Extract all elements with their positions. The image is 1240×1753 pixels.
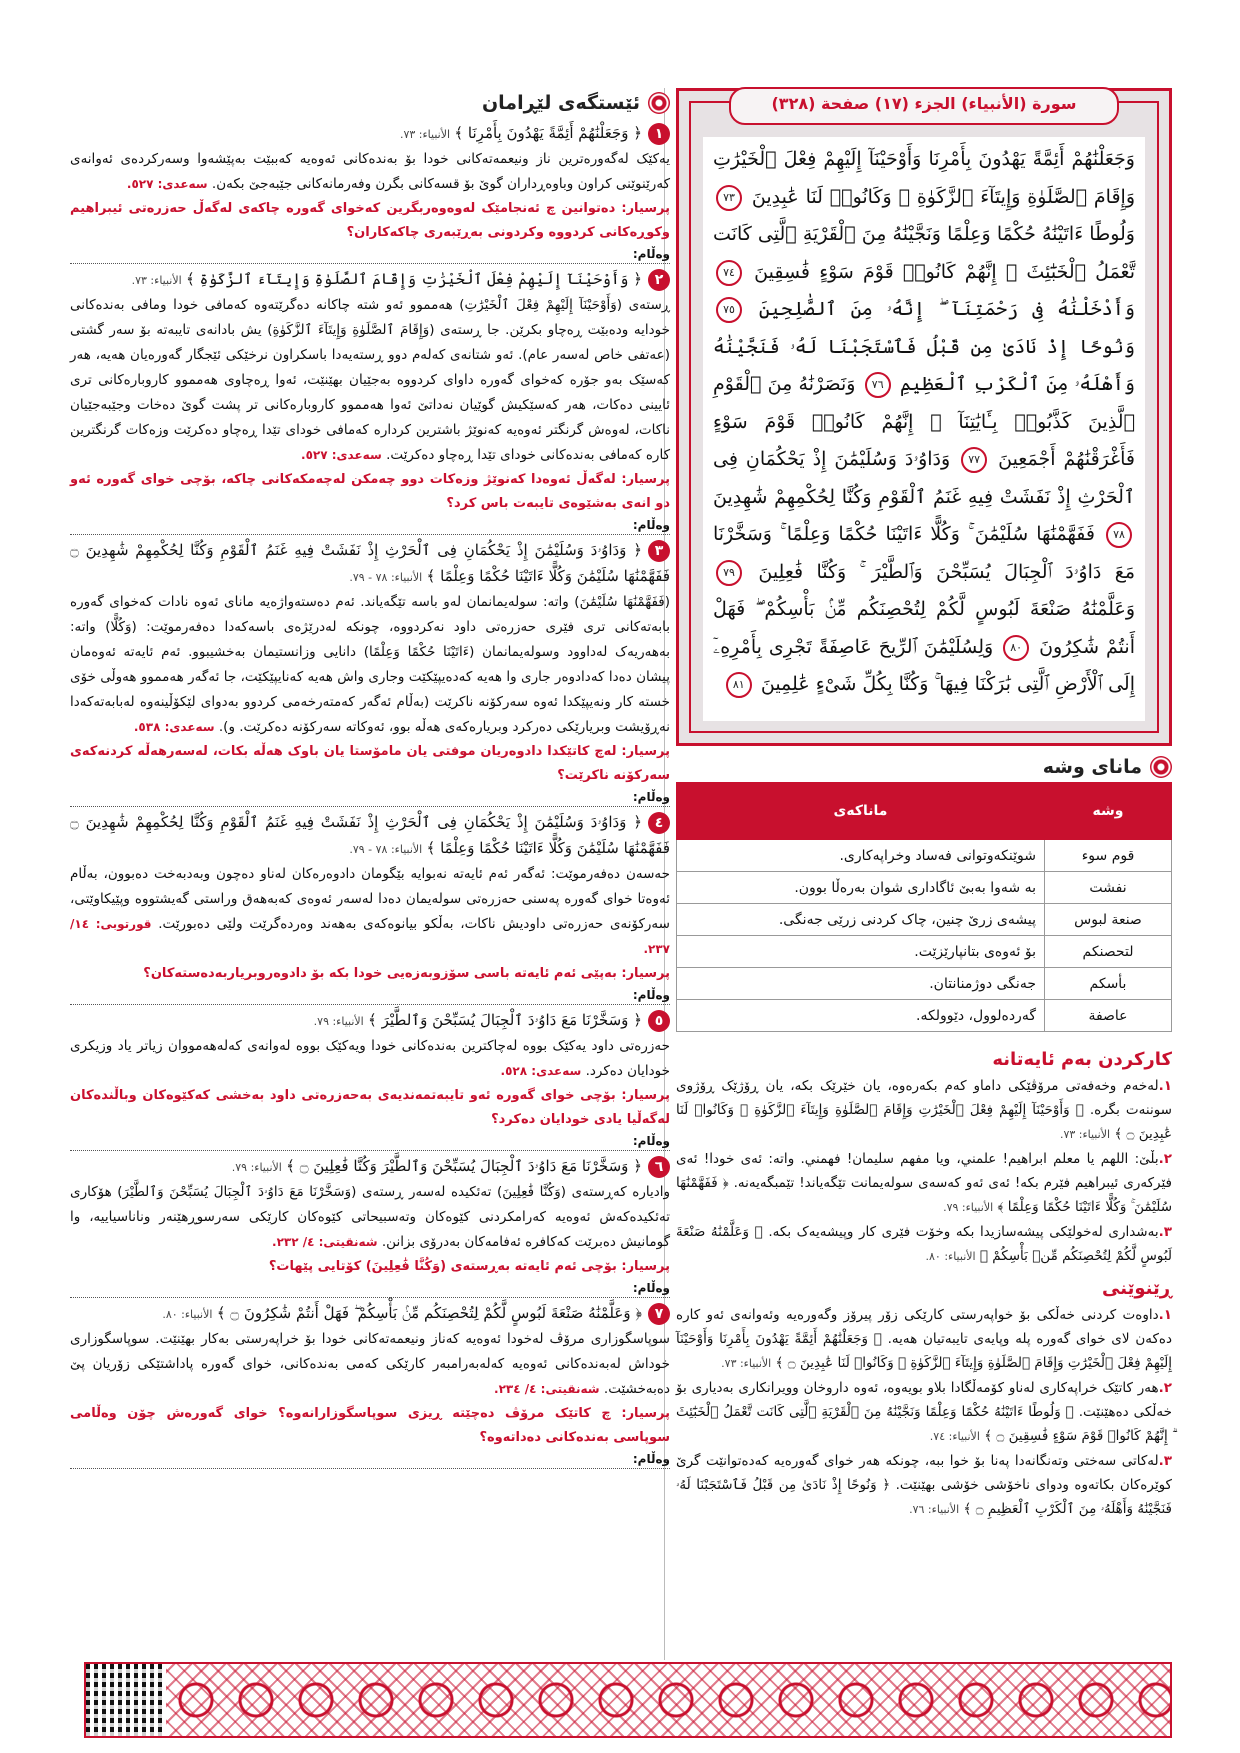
reflection-item-7	[70, 1301, 670, 1469]
mushaf-title: سورة (الأنبياء) الجزء (١٧) صفحة (٣٢٨)	[729, 87, 1119, 125]
verse-marker: ٧٦	[865, 372, 891, 398]
question-text: پرسیار: بەپێی ئەم ئایەتە باسی سۆزوبەزەیی خودا بکە بۆ دادوەروبریاربەدەستەکان؟	[143, 966, 670, 981]
ayah-text: ﴿ وَسَخَّرْنَا مَعَ دَاوُۥدَ ٱلْجِبَالَ يُسَبِّحْنَ وَٱلطَّيْرَ وَكُنَّا فَٰعِلِينَ ۝ ﴾	[286, 1157, 642, 1175]
vocab-meaning: گەردەلوول، دێوولکە.	[677, 1000, 1045, 1032]
vocab-header-row	[677, 783, 1172, 840]
ornament-pattern	[166, 1664, 1170, 1736]
footer-ornament	[84, 1662, 1172, 1738]
answer-line[interactable]: وەڵام:	[70, 245, 670, 264]
item-number: ٣.	[1158, 1453, 1172, 1469]
ayah-text: ﴿ وَأَوْحَيْنَآ إِلَيْهِمْ فِعْلَ ٱلْخَيْرَٰتِ وَإِقَامَ ٱلصَّلَوٰةِ وَإِيتَآءَ ٱلزَّكَوٰةِ ﴾	[186, 270, 642, 288]
question-text: پرسیار: لەگەڵ ئەوەدا کەنوێژ وزەکات دوو چەمکن لەچەمکەکانی چاکە، بۆچی خوای گەورە ئەو دو انەی بەشێوەی تایبەت باس کرد؟	[70, 472, 670, 511]
verse-marker: ٧٨	[1106, 522, 1132, 548]
reflection-column	[70, 88, 670, 1471]
reflection-item-1	[70, 121, 670, 264]
reflection-item-3	[70, 538, 670, 807]
item-number: ٧	[648, 1303, 670, 1325]
practice-guidance-column	[676, 1046, 1172, 1522]
answer-line[interactable]: وەڵام:	[70, 986, 670, 1005]
quran-line: فَٰسِقِينَ	[754, 260, 811, 283]
quran-line: إِذْ نَفَشَتْ فِيهِ غَنَمُ ٱلْقَوْمِ وَكُنَّا لِحُكْمِهِمْ شَٰهِدِينَ	[713, 485, 1071, 508]
answer-line[interactable]: وەڵام:	[70, 1132, 670, 1151]
quran-line: وَنُوحًا إِذْ نَادَىٰ مِن قَبْلُ فَٱسْتَجَبْنَا لَهُۥ فَنَجَّيْنَٰهُ	[713, 335, 1135, 358]
answer-line[interactable]: وەڵام:	[70, 788, 670, 807]
quran-line: وَأَهْلَهُۥ مِنَ ٱلْكَرْبِ ٱلْعَظِيمِ	[899, 373, 1136, 395]
item-number: ١.	[1158, 1078, 1172, 1094]
vocab-word: بأسكم	[1045, 968, 1172, 1000]
item-number: ٢.	[1158, 1151, 1172, 1167]
guidance-item	[676, 1303, 1172, 1376]
quran-line: ٱلْخَيْرَٰتِ وَإِقَامَ ٱلصَّلَوٰةِ وَإِيتَآءَ ٱلزَّكَوٰةِ ۖ وَكَانُوا۟ لَنَا	[713, 148, 1136, 208]
item-number: ٤	[648, 812, 670, 834]
reflection-item-4	[70, 810, 670, 1005]
vocab-meaning: بە شەوا بەبێ ئاگاداری شوان بەرەڵا بوون.	[677, 872, 1045, 904]
practice-text: بڵێ: اللهم يا معلم ابراهيم! علمني، ويا مفهم سليمان! فهمني. واتە: ئەی خودا! ئەی فێرکەری ئیبراهیم فێرم بکە! ئەی ئەو کەسەی سولەیمانت تێگەیاند! تێمبگەیەنە. ﴿ فَفَهَّمْنَٰهَا سُلَيْمَٰنَ ۚ وَكُلًّا ءَاتَيْنَا حُكْمًا وَعِلْمًا ﴾	[676, 1151, 1172, 1215]
ayah-text: ﴿ وَدَاوُۥدَ وَسُلَيْمَٰنَ إِذْ يَحْكُمَانِ فِى ٱلْحَرْثِ إِذْ نَفَشَتْ فِيهِ غَنَمُ ٱلْقَوْمِ وَكُنَّا لِحُكْمِهِمْ شَٰهِدِينَ ۝ فَفَهَّمْنَٰهَا سُلَيْمَٰنَ وَكُلًّا ءَاتَيْنَا حُكْمًا وَعِلْمًا ﴾	[70, 541, 670, 585]
quran-line: فَهَلْ أَنتُمْ شَٰكِرُونَ	[713, 598, 1135, 658]
vocab-word: قوم سوء	[1045, 840, 1172, 872]
verse-marker: ٧٤	[716, 260, 742, 286]
question-text: پرسیار: لەچ کاتێکدا دادوەریان موفتی یان مامۆستا یان باوک هەڵە بکات، لەسەرهەڵە کردنەکەی سەرکۆنە ناکرێت؟	[70, 744, 670, 783]
source-citation: شەنقیتی: ٤/ ٢٣٤.	[494, 1382, 600, 1396]
vocab-row	[677, 1000, 1172, 1032]
quran-line: أَجْمَعِينَ	[998, 448, 1056, 470]
source-citation: سەعدی: ٥٢٧.	[126, 177, 208, 191]
answer-line[interactable]: وەڵام:	[70, 516, 670, 535]
vocab-meaning: بۆ ئەوەی بتانپارێزێت.	[677, 936, 1045, 968]
quran-line: وَعَلَّمْنَٰهُ صَنْعَةَ لَبُوسٍ لَّكُمْ لِتُحْصِنَكُم مِّنۢ بَأْسِكُمْ ۖ	[755, 598, 1135, 620]
reflection-item-2	[70, 267, 670, 535]
flower-icon	[648, 92, 670, 114]
ayah-reference: الأنبياء: ٨٠.	[162, 1308, 213, 1321]
guidance-item	[676, 1376, 1172, 1449]
commentary-text: ڕستەی (وَأَوْحَيْنَآ إِلَيْهِمْ فِعْلَ ٱلْخَيْرَٰتِ) هەمموو ئەو شتە چاکانە دەگرێتەوە کەمافی خودا ومافی بەندەکانی خودایە ودەبێت ڕەچاو بکرێن. جا ڕستەی (وَإِقَامَ ٱلصَّلَوٰةِ وَإِيتَآءَ ٱلزَّكَوٰةِ) یش بادانەی تایبەتە بۆ سەر گشتی (عەتفی خاص لەسەر عام). ئەو شتانەی کەلەم دوو ڕستەیەدا باسکراون نرخێکی ئێجگار گەورەیان هەیە، هەر کەسێک بەو جۆرە کەخوای گەورە داوای کردووە بەجێیان بهێنێت، ئەوا ڕەچاوی هەمموو کاروبارەکانی تری ئایینی دەکات، هەر کەسێکیش گوێیان نەداتێ ئەوا هەمموو کاروبارەکانی تر پشت گوێ دەخات وجێبەجێیان ناکات، لەوەش گرنگتر ئەوەیە کەنوێژ باشترین کردارە کەمافی خودای تێدا ڕەچاو دەکرێت وزەکات گرنگترین کارە کەمافی بەندەکانی خودای تێدا ڕەچاو دەکرێت.	[70, 297, 670, 463]
vocab-meaning: جەنگی دوژمنانتان.	[677, 968, 1045, 1000]
verse-marker: ٧٥	[716, 297, 742, 323]
ayah-reference: الأنبياء: ٧٩.	[943, 1201, 994, 1214]
item-number: ٥	[648, 1010, 670, 1032]
verse-marker: ٨١	[726, 672, 752, 698]
guidance-text: داوەت کردنی خەڵکی بۆ خواپەرستی کارێکی زۆر پیرۆز وگەورەیە وئەوانەی ئەو کارە دەکەن لای خوای گەورە پلە وپایەی تایبەتیان هەیە. ﴿ وَجَعَلْنَٰهُمْ أَئِمَّةً يَهْدُونَ بِأَمْرِنَا وَأَوْحَيْنَآ إِلَيْهِمْ فِعْلَ ٱلْخَيْرَٰتِ وَإِقَامَ ٱلصَّلَوٰةِ وَإِيتَآءَ ٱلزَّكَوٰةِ ۖ وَكَانُوا۟ لَنَا عَٰبِدِينَ ۝ ﴾	[676, 1307, 1172, 1371]
quran-line: ٱلَّذِينَ كَذَّبُوا۟ بِـَٔايَٰتِنَآ ۚ إِنَّهُمْ كَانُوا۟ قَوْمَ سَوْءٍ فَأَغْرَقْنَٰهُمْ	[713, 410, 1135, 470]
verse-marker: ٧٩	[716, 560, 742, 586]
guidance-item	[676, 1449, 1172, 1522]
quran-line: وَجَعَلْنَٰهُمْ أَئِمَّةً يَهْدُونَ بِأَمْرِنَا وَأَوْحَيْنَآ إِلَيْهِمْ فِعْلَ	[783, 148, 1135, 170]
ayah-reference: الأنبياء: ٧٣.	[721, 1357, 772, 1370]
reflection-item-6	[70, 1154, 670, 1298]
quran-line: عَٰبِدِينَ	[751, 185, 799, 208]
vocab-word: صنعة لبوس	[1045, 904, 1172, 936]
ayah-reference: الأنبياء: ٧٣.	[131, 274, 182, 287]
reflection-title: ئێستگەی لێڕامان	[481, 91, 640, 114]
ayah-text: ﴿ وَعَلَّمْنَٰهُ صَنْعَةَ لَبُوسٍ لَّكُمْ لِتُحْصِنَكُم مِّنۢ بَأْسِكُمْ ۖ فَهَلْ أَنتُمْ شَٰكِرُونَ ۝ ﴾	[216, 1304, 642, 1322]
practice-text: لەخەم وخەفەتی مرۆڤێکی داماو کەم بکەرەوە، یان خێرێک بکە، یان ڕۆژێک ڕۆژوی سوننەت بگرە. ﴿ وَأَوْحَيْنَآ إِلَيْهِمْ فِعْلَ ٱلْخَيْرَٰتِ وَإِقَامَ ٱلصَّلَوٰةِ وَإِيتَآءَ ٱلزَّكَوٰةِ ۖ وَكَانُوا۟ لَنَا عَٰبِدِينَ ۝ ﴾	[676, 1078, 1172, 1142]
item-number: ١.	[1158, 1307, 1172, 1323]
vocab-meaning: پیشەی زرێ چنین، چاک کردنی زرێی جەنگی.	[677, 904, 1045, 936]
vocab-meaning: شوێنکەوتوانی فەساد وخراپەکاری.	[677, 840, 1045, 872]
question-text: پرسیار: بۆچی خوای گەورە ئەو تایبەتمەندیەی بەحەزرەتی داود بەخشی کەکێوەکان وباڵندەکان لەگەڵیا یادی خودایان دەکرد؟	[70, 1088, 670, 1127]
vocab-col-word: وشە	[1045, 783, 1172, 840]
commentary-text: (فَفَهَّمْنَٰهَا سُلَيْمَٰنَ) واتە: سولەیمانمان لەو باسە تێگەیاند. ئەم دەستەواژەیە مانای ئەوە نادات کەخوای گەورە بابەتەکانی تری فێری حەزرەتی داود نەکردووە، چونکە لەدرێژەی باسەکەدا دەفەرموێت: (وَكُلًّا) واتە: بەهەریەک لەداوود وسولەیمانمان (ءَاتَيْنَا حُكْمًا وَعِلْمًا) دانایی وزانستیمان بەخشیبوو. ئەم ئایەتە ئەوەمان پیشان دەدا کەدادوەر جاری وا هەیە کەدەیپێکێت وجاری واش هەیە کەنایپێکێت، جا ئەگەر هەمموو هەوڵی خۆی خستە کار ونەیپێکدا ئەوە سەرکۆنە ناکرێت (بەڵام ئەگەر کەمتەرخەمی کردوو بەدوای لێکۆڵینەوە لەبابەتەکەدا نەڕۆیشت وبریارێکی دەرکرد وبریارەکەی هەڵە بوو، ئەوکاتە سەرکۆنە دەکرێت. و).	[70, 594, 670, 735]
guidance-heading: ڕێنوێنی	[1102, 1278, 1172, 1299]
quran-line: مَعَ دَاوُۥدَ ٱلْجِبَالَ يُسَبِّحْنَ وَٱلطَّيْرَ ۚ وَكُنَّا فَٰعِلِينَ	[758, 560, 1135, 583]
vocab-row	[677, 936, 1172, 968]
ayah-reference: الأنبياء: ٧٩.	[231, 1161, 282, 1174]
source-citation: شەنقیتی: ٤/ ٢٣٢.	[272, 1235, 378, 1249]
answer-line[interactable]: وەڵام:	[70, 1279, 670, 1298]
question-text: پرسیار: چ کاتێک مرۆڤ دەچێتە ڕیزی سوپاسگوزارانەوە؟ خوای گەورەش چۆن وەڵامی سوپاسی بەندەکانی دەداتەوە؟	[70, 1406, 670, 1445]
commentary-text: حەزرەتی داود یەکێک بووە لەچاکترین بەندەکانی خودا ویەکێک بووە لەوانەی کەلەهەمووان زیاتر یاد وزیکری خودایان دەکرد.	[70, 1038, 670, 1079]
question-text: پرسیار: بۆچی ئەم ئایەتە بەڕستەی (وَكُنَّا فَٰعِلِينَ) کۆتایی پێهات؟	[268, 1259, 670, 1274]
ayah-reference: الأنبياء: ٧٤.	[929, 1430, 980, 1443]
quran-line: ٱلْقَرْيَةِ ٱلَّتِى كَانَت تَّعْمَلُ ٱلْخَبَٰٓئِثَ ۗ إِنَّهُمْ كَانُوا۟ قَوْمَ سَوْءٍ	[713, 223, 1136, 283]
commentary-text: یەکێک لەگەورەترین ناز ونیعمەتەکانی خودا بۆ بەندەکانی ئەوەیە کەببێت بەپێشەوا وسەرکردەی ئەوانەی کەرێنوێنی کراون وباوەڕداران گوێ بۆ قسەکانی بگرن وفەرمانەکانی جێبەجێ بکەن.	[70, 151, 670, 192]
verse-marker: ٨٠	[1003, 635, 1029, 661]
item-number: ١	[648, 123, 670, 145]
ayah-reference: الأنبياء: ٧٨ - ٧٩.	[349, 843, 423, 856]
vocab-word: نفشت	[1045, 872, 1172, 904]
source-citation: سەعدی: ٥٣٨.	[133, 720, 215, 734]
quran-line: وَأَدْخَلْنَٰهُ فِى رَحْمَتِنَآ ۖ إِنَّهُۥ مِنَ ٱلصَّٰلِحِينَ	[758, 298, 1135, 320]
quran-line: وَلِسُلَيْمَٰنَ ٱلرِّيحَ عَاصِفَةً تَجْرِى بِأَمْرِهِۦٓ	[713, 635, 994, 658]
practice-item	[676, 1220, 1172, 1269]
quran-line: إِلَى ٱلْأَرْضِ ٱلَّتِى بَٰرَكْنَا فِيهَا ۚ وَكُنَّا بِكُلِّ شَىْءٍ عَٰلِمِينَ	[760, 673, 1135, 695]
source-citation: قورتوبی: ١٤/ ٢٣٧.	[70, 917, 670, 956]
item-number: ٣	[648, 540, 670, 562]
vocab-col-meaning: ماناکەی	[677, 783, 1045, 840]
reflection-item-5	[70, 1008, 670, 1151]
ayah-reference: الأنبياء: ٧٦.	[909, 1503, 960, 1516]
quran-line: وَلُوطًا ءَاتَيْنَٰهُ حُكْمًا وَعِلْمًا وَنَجَّيْنَٰهُ مِنَ	[861, 223, 1135, 245]
ayah-reference: الأنبياء: ٧٩.	[313, 1015, 364, 1028]
source-citation: سەعدی: ٥٢٧.	[301, 448, 382, 462]
vocab-title: مانای وشە	[1042, 756, 1142, 778]
vocab-row	[677, 968, 1172, 1000]
vocab-row	[677, 904, 1172, 936]
practice-item	[676, 1074, 1172, 1147]
guidance-text: هەر کاتێک خراپەکاری لەناو کۆمەڵگادا بلاو بویەوە، ئەوە داروخان وویرانکاری بەدیاری بۆ خەڵکی دەهێنێت. ﴿ وَلُوطًا ءَاتَيْنَٰهُ حُكْمًا وَعِلْمًا وَنَجَّيْنَٰهُ مِنَ ٱلْقَرْيَةِ ٱلَّتِى كَانَت تَّعْمَلُ ٱلْخَبَٰٓئِثَ ۗ إِنَّهُمْ كَانُوا۟ قَوْمَ سَوْءٍ فَٰسِقِينَ ۝ ﴾	[676, 1380, 1172, 1444]
practice-heading: کارکردن بەم ئایەتانە	[992, 1049, 1172, 1070]
mushaf-page-frame	[676, 88, 1172, 746]
ayah-text: ﴿ وَسَخَّرْنَا مَعَ دَاوُۥدَ ٱلْجِبَالَ يُسَبِّحْنَ وَٱلطَّيْرَ ﴾	[368, 1011, 642, 1029]
item-number: ٦	[648, 1156, 670, 1178]
flower-icon	[1150, 756, 1172, 778]
qr-code-icon[interactable]	[86, 1664, 166, 1736]
practice-item	[676, 1147, 1172, 1220]
ayah-reference: الأنبياء: ٧٣.	[1059, 1128, 1111, 1141]
ayah-reference: الأنبياء: ٧٨ - ٧٩.	[349, 571, 423, 584]
item-number: ٢.	[1158, 1380, 1172, 1396]
item-number: ٢	[648, 269, 670, 291]
ayah-reference: الأنبياء: ٨٠.	[925, 1250, 976, 1263]
practice-text: بەشداری لەخولێکی پیشەسازیدا بکە وخۆت فێری کار وپیشەیەک بکە. ﴿ وَعَلَّمْنَٰهُ صَنْعَةَ لَبُوسٍ لَّكُمْ لِتُحْصِنَكُم مِّنۢ بَأْسِكُمْ ﴾	[676, 1224, 1172, 1264]
ayah-text: ﴿ وَجَعَلْنَٰهُمْ أَئِمَّةً يَهْدُونَ بِأَمْرِنَا ﴾	[454, 124, 642, 142]
reflection-heading	[70, 88, 670, 118]
vocab-word: عاصفة	[1045, 1000, 1172, 1032]
ayah-reference: الأنبياء: ٧٣.	[399, 128, 451, 141]
commentary-text: سوپاسگوزاری مرۆڤ لەخودا ئەوەیە کەناز ونیعمەتەکانی خودا بۆ خراپەرستی بەکار بهێنێت. سوپاسگوزاری خوداش لەبەندەکانی ئەوەیە کەلەبەرامبەر کارێکی کەمی بەندەکانی، خوای گەورە پاداشتێکی زۆریان پێ دەبەخشێت.	[70, 1331, 670, 1397]
quran-line: وَدَاوُۥدَ وَسُلَيْمَٰنَ إِذْ يَحْكُمَانِ فِى ٱلْحَرْثِ	[713, 448, 1136, 508]
item-number: ٣.	[1158, 1224, 1172, 1240]
commentary-text: وادیارە کەڕستەی (وَكُنَّا فَٰعِلِينَ) تەئکیدە لەسەر ڕستەی (وَسَخَّرْنَا مَعَ دَاوُۥدَ ٱلْجِبَالَ يُسَبِّحْنَ وَٱلطَّيْرَ) هۆکاری تەئکیدەکەش ئەوەیە کەرامکردنی کێوەکان وتەسبیحاتی کێوەکان کارێکی سەرسوڕهێنەر وناناسیاییە، وا گومانیش دەبرێت کەکافرە ئەفامەکان بەدرۆی بزانن.	[70, 1184, 670, 1250]
ayah-text: ﴿ وَدَاوُۥدَ وَسُلَيْمَٰنَ إِذْ يَحْكُمَانِ فِى ٱلْحَرْثِ إِذْ نَفَشَتْ فِيهِ غَنَمُ ٱلْقَوْمِ وَكُنَّا لِحُكْمِهِمْ شَٰهِدِينَ ۝ فَفَهَّمْنَٰهَا سُلَيْمَٰنَ وَكُلًّا ءَاتَيْنَا حُكْمًا وَعِلْمًا ﴾	[70, 813, 670, 857]
quran-line: فَفَهَّمْنَٰهَا سُلَيْمَٰنَ ۚ وَكُلًّا ءَاتَيْنَا حُكْمًا وَعِلْمًا ۚ وَسَخَّرْنَا	[713, 523, 1095, 545]
question-text: پرسیار: دەتوانین چ ئەنجامێک لەوەوەربگرین کەخوای گەورە چاکەی لەگەڵ حەزرەتی ئیبراهیم وکوڕەکانی کردووە وکردونی بەڕێبەری چاکەکاران؟	[70, 201, 670, 240]
quran-line: وَنَصَرْنَٰهُ مِنَ ٱلْقَوْمِ	[713, 373, 856, 395]
vocab-row	[677, 872, 1172, 904]
answer-line[interactable]: وەڵام:	[70, 1450, 670, 1469]
mushaf-text	[703, 137, 1145, 721]
vocab-row	[677, 840, 1172, 872]
verse-marker: ٧٣	[716, 185, 742, 211]
vocab-table	[676, 782, 1172, 1032]
commentary-text: حەسەن دەفەرموێت: ئەگەر ئەم ئایەتە نەبوایە بێگومان دادوەرەکان لەناو دەچون وبەدبەخت دەبوون، بەڵام ئەوەتا خوای گەورە پەسنی حەزرەتی سولەیمان دەدا لەسەر ئەوەی کەبەهەق وراستی گەیشتووە وپێیکاوێتی، سەرکۆنەی حەزرەتی داودیش ناکات، بەڵکو بیانوەکەی بەهەند وەردەگرێت ولێی دەبورێت.	[70, 866, 670, 932]
verse-marker: ٧٧	[961, 447, 987, 473]
vocab-word: لتحصنكم	[1045, 936, 1172, 968]
vocab-heading	[672, 752, 1172, 782]
guidance-text: لەکاتی سەختی وتەنگانەدا پەنا بۆ خوا ببە، چونکە هەر خوای گەورەیە کەدەتوانێت گرێ کوێرەکان بکاتەوە ودوای ناخۆشی خۆشی بهێنێت. ﴿ وَنُوحًا إِذْ نَادَىٰ مِن قَبْلُ فَٱسْتَجَبْنَا لَهُۥ فَنَجَّيْنَٰهُ وَأَهْلَهُۥ مِنَ ٱلْكَرْبِ ٱلْعَظِيمِ ۝ ﴾	[676, 1453, 1172, 1517]
source-citation: سەعدی: ٥٢٨.	[500, 1064, 582, 1078]
